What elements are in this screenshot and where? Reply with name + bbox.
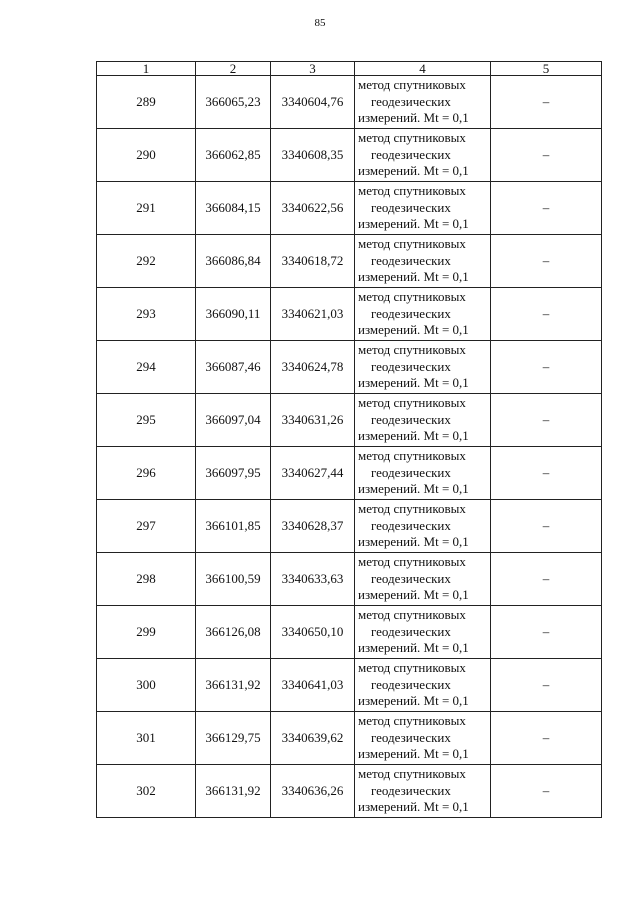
- method-line: геодезических: [371, 782, 451, 798]
- method-line: измерений. Mt = 0,1: [358, 640, 469, 656]
- note-cell: –: [491, 659, 602, 712]
- x-coordinate-cell: 366086,84: [196, 235, 271, 288]
- table-body: [97, 76, 602, 818]
- method-line: метод спутниковых: [358, 183, 466, 199]
- method-cell: [355, 394, 491, 447]
- point-number-cell: 297: [97, 500, 196, 553]
- point-number-cell: 295: [97, 394, 196, 447]
- table-row: [97, 182, 602, 235]
- method-line: метод спутниковых: [358, 77, 466, 93]
- method-line: метод спутниковых: [358, 395, 466, 411]
- header-cell-3: 3: [271, 62, 355, 76]
- method-line: измерений. Mt = 0,1: [358, 746, 469, 762]
- method-line: метод спутниковых: [358, 501, 466, 517]
- method-line: измерений. Mt = 0,1: [358, 799, 469, 815]
- y-coordinate-cell: 3340622,56: [271, 182, 355, 235]
- method-line: измерений. Mt = 0,1: [358, 481, 469, 497]
- x-coordinate-cell: 366126,08: [196, 606, 271, 659]
- x-coordinate-cell: 366131,92: [196, 765, 271, 818]
- x-coordinate-cell: 366090,11: [196, 288, 271, 341]
- method-line: измерений. Mt = 0,1: [358, 163, 469, 179]
- method-cell: [355, 553, 491, 606]
- x-coordinate-cell: 366100,59: [196, 553, 271, 606]
- note-cell: –: [491, 129, 602, 182]
- y-coordinate-cell: 3340636,26: [271, 765, 355, 818]
- x-coordinate-cell: 366131,92: [196, 659, 271, 712]
- y-coordinate-cell: 3340608,35: [271, 129, 355, 182]
- method-line: метод спутниковых: [358, 660, 466, 676]
- method-line: метод спутниковых: [358, 289, 466, 305]
- y-coordinate-cell: 3340624,78: [271, 341, 355, 394]
- method-line: геодезических: [371, 570, 451, 586]
- point-number-cell: 302: [97, 765, 196, 818]
- page-number: 85: [314, 17, 326, 29]
- method-line: метод спутниковых: [358, 130, 466, 146]
- method-cell: [355, 288, 491, 341]
- table-row: [97, 447, 602, 500]
- method-line: измерений. Mt = 0,1: [358, 428, 469, 444]
- point-number-cell: 300: [97, 659, 196, 712]
- method-line: метод спутниковых: [358, 607, 466, 623]
- method-line: геодезических: [371, 411, 451, 427]
- note-cell: –: [491, 182, 602, 235]
- point-number-cell: 292: [97, 235, 196, 288]
- point-number-cell: 289: [97, 76, 196, 129]
- point-number-cell: 298: [97, 553, 196, 606]
- note-cell: –: [491, 341, 602, 394]
- table-row: [97, 659, 602, 712]
- point-number-cell: 301: [97, 712, 196, 765]
- note-cell: –: [491, 553, 602, 606]
- table-row: [97, 288, 602, 341]
- note-cell: –: [491, 606, 602, 659]
- x-coordinate-cell: 366084,15: [196, 182, 271, 235]
- x-coordinate-cell: 366087,46: [196, 341, 271, 394]
- x-coordinate-cell: 366129,75: [196, 712, 271, 765]
- header-cell-4: 4: [355, 62, 491, 76]
- note-cell: –: [491, 235, 602, 288]
- y-coordinate-cell: 3340618,72: [271, 235, 355, 288]
- method-cell: [355, 606, 491, 659]
- method-line: геодезических: [371, 93, 451, 109]
- coordinates-table: [96, 61, 602, 818]
- table-row: [97, 394, 602, 447]
- method-line: геодезических: [371, 517, 451, 533]
- x-coordinate-cell: 366065,23: [196, 76, 271, 129]
- point-number-cell: 290: [97, 129, 196, 182]
- method-line: метод спутниковых: [358, 766, 466, 782]
- method-line: измерений. Mt = 0,1: [358, 587, 469, 603]
- method-line: метод спутниковых: [358, 342, 466, 358]
- y-coordinate-cell: 3340641,03: [271, 659, 355, 712]
- point-number-cell: 291: [97, 182, 196, 235]
- method-line: измерений. Mt = 0,1: [358, 110, 469, 126]
- y-coordinate-cell: 3340650,10: [271, 606, 355, 659]
- x-coordinate-cell: 366097,95: [196, 447, 271, 500]
- method-cell: [355, 712, 491, 765]
- method-line: геодезических: [371, 729, 451, 745]
- table-row: [97, 765, 602, 818]
- method-cell: [355, 76, 491, 129]
- point-number-cell: 294: [97, 341, 196, 394]
- method-cell: [355, 447, 491, 500]
- method-line: геодезических: [371, 358, 451, 374]
- note-cell: –: [491, 394, 602, 447]
- method-cell: [355, 182, 491, 235]
- header-cell-2: 2: [196, 62, 271, 76]
- y-coordinate-cell: 3340627,44: [271, 447, 355, 500]
- note-cell: –: [491, 447, 602, 500]
- table-row: [97, 129, 602, 182]
- method-line: измерений. Mt = 0,1: [358, 693, 469, 709]
- point-number-cell: 296: [97, 447, 196, 500]
- method-line: измерений. Mt = 0,1: [358, 534, 469, 550]
- method-cell: [355, 235, 491, 288]
- method-cell: [355, 341, 491, 394]
- method-line: геодезических: [371, 464, 451, 480]
- point-number-cell: 293: [97, 288, 196, 341]
- table-row: [97, 553, 602, 606]
- y-coordinate-cell: 3340639,62: [271, 712, 355, 765]
- method-line: метод спутниковых: [358, 448, 466, 464]
- table-row: [97, 606, 602, 659]
- header-cell-5: 5: [491, 62, 602, 76]
- method-cell: [355, 129, 491, 182]
- y-coordinate-cell: 3340633,63: [271, 553, 355, 606]
- method-cell: [355, 765, 491, 818]
- method-cell: [355, 500, 491, 553]
- point-number-cell: 299: [97, 606, 196, 659]
- table-row: [97, 341, 602, 394]
- x-coordinate-cell: 366097,04: [196, 394, 271, 447]
- method-line: метод спутниковых: [358, 713, 466, 729]
- y-coordinate-cell: 3340604,76: [271, 76, 355, 129]
- method-line: геодезических: [371, 305, 451, 321]
- note-cell: –: [491, 288, 602, 341]
- header-row: [97, 62, 602, 76]
- header-cell-1: 1: [97, 62, 196, 76]
- table-row: [97, 76, 602, 129]
- note-cell: –: [491, 500, 602, 553]
- note-cell: –: [491, 76, 602, 129]
- note-cell: –: [491, 765, 602, 818]
- x-coordinate-cell: 366062,85: [196, 129, 271, 182]
- table-row: [97, 500, 602, 553]
- y-coordinate-cell: 3340631,26: [271, 394, 355, 447]
- table-row: [97, 235, 602, 288]
- method-line: метод спутниковых: [358, 236, 466, 252]
- y-coordinate-cell: 3340628,37: [271, 500, 355, 553]
- table-row: [97, 712, 602, 765]
- method-line: измерений. Mt = 0,1: [358, 322, 469, 338]
- method-line: геодезических: [371, 146, 451, 162]
- method-line: геодезических: [371, 199, 451, 215]
- method-line: геодезических: [371, 623, 451, 639]
- note-cell: –: [491, 712, 602, 765]
- method-line: измерений. Mt = 0,1: [358, 216, 469, 232]
- method-line: геодезических: [371, 676, 451, 692]
- method-line: измерений. Mt = 0,1: [358, 269, 469, 285]
- method-line: метод спутниковых: [358, 554, 466, 570]
- method-cell: [355, 659, 491, 712]
- x-coordinate-cell: 366101,85: [196, 500, 271, 553]
- method-line: геодезических: [371, 252, 451, 268]
- y-coordinate-cell: 3340621,03: [271, 288, 355, 341]
- method-line: измерений. Mt = 0,1: [358, 375, 469, 391]
